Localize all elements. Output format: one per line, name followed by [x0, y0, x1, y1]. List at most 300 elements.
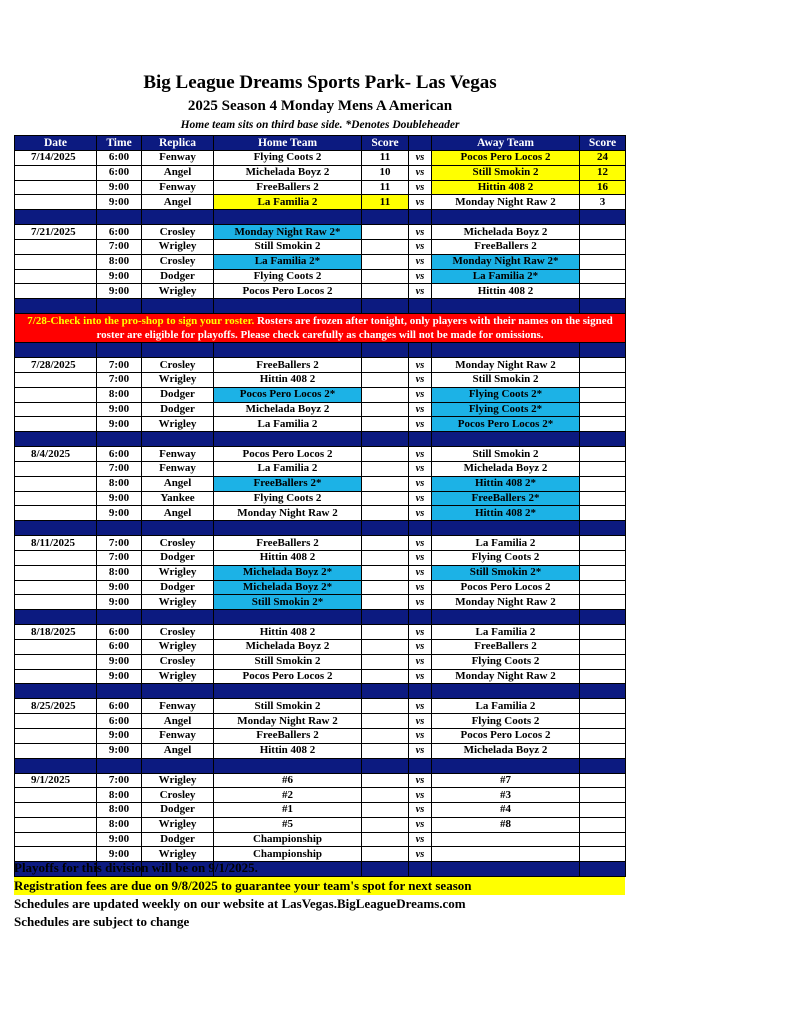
separator-cell: [214, 432, 362, 447]
separator-cell: [214, 684, 362, 699]
separator-cell: [432, 521, 580, 536]
vs-label: vs: [409, 773, 432, 788]
roster-notice-text: Rosters are frozen after tonight, only players with their names on the signed roster are eligible for playoffs. Please check carefully as changes will not be made for omissions.: [96, 315, 613, 342]
game-row: [15, 506, 626, 521]
game-date: 7/21/2025: [15, 225, 97, 240]
game-replica-field: Angel: [142, 476, 214, 491]
week-separator-row: [15, 210, 626, 225]
separator-cell: [97, 343, 142, 358]
vs-label: vs: [409, 654, 432, 669]
home-score: [362, 536, 409, 551]
vs-label: vs: [409, 788, 432, 803]
game-date: 8/18/2025: [15, 625, 97, 640]
separator-cell: [214, 758, 362, 773]
away-score: [580, 506, 626, 521]
separator-cell: [214, 210, 362, 225]
game-row: [15, 151, 626, 166]
home-score: [362, 239, 409, 254]
game-row: [15, 699, 626, 714]
separator-cell: [97, 684, 142, 699]
separator-cell: [409, 299, 432, 314]
home-team: #2: [214, 788, 362, 803]
game-row: [15, 817, 626, 832]
home-team: Flying Coots 2: [214, 151, 362, 166]
game-date: [15, 803, 97, 818]
home-score: [362, 803, 409, 818]
game-date: 7/14/2025: [15, 151, 97, 166]
separator-cell: [214, 343, 362, 358]
away-score: [580, 773, 626, 788]
separator-cell: [15, 610, 97, 625]
game-date: 8/4/2025: [15, 447, 97, 462]
game-date: [15, 269, 97, 284]
home-team: Still Smokin 2: [214, 239, 362, 254]
game-date: [15, 180, 97, 195]
page-subtitle: 2025 Season 4 Monday Mens A American: [187, 98, 453, 114]
separator-cell: [580, 610, 626, 625]
away-team: FreeBallers 2*: [432, 491, 580, 506]
game-date: 9/1/2025: [15, 773, 97, 788]
away-score: 12: [580, 165, 626, 180]
separator-cell: [97, 758, 142, 773]
registration-note: Registration fees are due on 9/8/2025 to guarantee your team's spot for next season: [14, 877, 625, 895]
vs-label: vs: [409, 402, 432, 417]
game-date: [15, 387, 97, 402]
away-team: Monday Night Raw 2: [432, 358, 580, 373]
away-score: [580, 565, 626, 580]
game-replica-field: Wrigley: [142, 417, 214, 432]
home-score: [362, 269, 409, 284]
separator-cell: [97, 610, 142, 625]
separator-cell: [214, 299, 362, 314]
game-date: [15, 550, 97, 565]
game-date: [15, 402, 97, 417]
game-date: [15, 743, 97, 758]
home-score: [362, 447, 409, 462]
away-team: Monday Night Raw 2: [432, 669, 580, 684]
home-team: Michelada Boyz 2*: [214, 565, 362, 580]
vs-label: vs: [409, 239, 432, 254]
home-team-note: Home team sits on third base side. *Denotes Doubleheader: [180, 119, 460, 131]
separator-cell: [15, 521, 97, 536]
home-score: [362, 699, 409, 714]
away-team: [432, 832, 580, 847]
game-replica-field: Fenway: [142, 447, 214, 462]
home-score: [362, 669, 409, 684]
home-score: [362, 550, 409, 565]
game-replica-field: Wrigley: [142, 669, 214, 684]
home-team: Championship: [214, 847, 362, 862]
game-time: 9:00: [97, 669, 142, 684]
away-team: Hittin 408 2*: [432, 476, 580, 491]
away-score: [580, 372, 626, 387]
game-replica-field: Crosley: [142, 225, 214, 240]
home-team: Hittin 408 2: [214, 625, 362, 640]
separator-cell: [409, 432, 432, 447]
game-replica-field: Angel: [142, 743, 214, 758]
game-time: 9:00: [97, 847, 142, 862]
home-team: Hittin 408 2: [214, 743, 362, 758]
vs-label: vs: [409, 847, 432, 862]
game-date: 8/11/2025: [15, 536, 97, 551]
away-score: [580, 225, 626, 240]
separator-cell: [142, 521, 214, 536]
game-row: [15, 625, 626, 640]
away-score: [580, 358, 626, 373]
game-time: 6:00: [97, 165, 142, 180]
game-date: [15, 832, 97, 847]
week-separator-row: [15, 432, 626, 447]
game-date: [15, 669, 97, 684]
game-date: [15, 580, 97, 595]
home-score: [362, 402, 409, 417]
away-team: Michelada Boyz 2: [432, 743, 580, 758]
vs-label: vs: [409, 550, 432, 565]
vs-label: vs: [409, 506, 432, 521]
game-row: [15, 654, 626, 669]
away-team: La Familia 2*: [432, 269, 580, 284]
game-time: 8:00: [97, 387, 142, 402]
game-row: [15, 195, 626, 210]
vs-label: vs: [409, 476, 432, 491]
away-team: #4: [432, 803, 580, 818]
game-date: [15, 639, 97, 654]
column-header-time: Time: [97, 136, 142, 151]
game-date: 8/25/2025: [15, 699, 97, 714]
home-team: La Familia 2: [214, 417, 362, 432]
game-row: [15, 225, 626, 240]
home-team: #1: [214, 803, 362, 818]
separator-cell: [362, 299, 409, 314]
game-date: [15, 461, 97, 476]
separator-cell: [432, 343, 580, 358]
vs-label: vs: [409, 417, 432, 432]
separator-cell: [580, 210, 626, 225]
away-score: [580, 803, 626, 818]
game-replica-field: Crosley: [142, 654, 214, 669]
separator-cell: [142, 432, 214, 447]
column-header-vs: [409, 136, 432, 151]
away-team: Hittin 408 2: [432, 180, 580, 195]
separator-cell: [97, 432, 142, 447]
game-date: [15, 239, 97, 254]
week-separator-row: [15, 343, 626, 358]
game-row: [15, 239, 626, 254]
game-date: [15, 195, 97, 210]
game-time: 6:00: [97, 447, 142, 462]
away-score: [580, 254, 626, 269]
home-score: [362, 639, 409, 654]
game-time: 7:00: [97, 372, 142, 387]
table-header-row: [15, 136, 626, 151]
separator-cell: [409, 758, 432, 773]
game-replica-field: Angel: [142, 506, 214, 521]
separator-cell: [580, 299, 626, 314]
game-row: [15, 461, 626, 476]
week-separator-row: [15, 521, 626, 536]
vs-label: vs: [409, 669, 432, 684]
home-score: [362, 565, 409, 580]
separator-cell: [580, 684, 626, 699]
separator-cell: [362, 432, 409, 447]
separator-cell: [97, 299, 142, 314]
separator-cell: [362, 521, 409, 536]
away-team: Flying Coots 2*: [432, 402, 580, 417]
game-replica-field: Crosley: [142, 536, 214, 551]
game-date: [15, 506, 97, 521]
separator-cell: [409, 521, 432, 536]
home-team: FreeBallers 2: [214, 728, 362, 743]
away-score: [580, 817, 626, 832]
home-score: [362, 728, 409, 743]
separator-cell: [15, 343, 97, 358]
away-score: [580, 387, 626, 402]
home-team: Monday Night Raw 2: [214, 714, 362, 729]
schedule-table: [14, 135, 626, 877]
vs-label: vs: [409, 225, 432, 240]
game-time: 6:00: [97, 639, 142, 654]
away-score: [580, 491, 626, 506]
away-score: [580, 417, 626, 432]
away-team: Flying Coots 2: [432, 714, 580, 729]
game-row: [15, 254, 626, 269]
game-date: [15, 491, 97, 506]
away-team: Still Smokin 2: [432, 447, 580, 462]
vs-label: vs: [409, 195, 432, 210]
game-time: 6:00: [97, 699, 142, 714]
game-date: [15, 284, 97, 299]
game-row: [15, 269, 626, 284]
separator-cell: [362, 210, 409, 225]
away-team: Monday Night Raw 2: [432, 195, 580, 210]
game-time: 9:00: [97, 595, 142, 610]
home-score: [362, 284, 409, 299]
away-team: FreeBallers 2: [432, 639, 580, 654]
game-replica-field: Angel: [142, 165, 214, 180]
column-header-date: Date: [15, 136, 97, 151]
game-date: [15, 165, 97, 180]
away-score: [580, 550, 626, 565]
game-replica-field: Fenway: [142, 180, 214, 195]
away-team: La Familia 2: [432, 625, 580, 640]
game-row: [15, 476, 626, 491]
away-team: Michelada Boyz 2: [432, 225, 580, 240]
separator-cell: [15, 684, 97, 699]
home-team: Pocos Pero Locos 2: [214, 284, 362, 299]
away-team: Monday Night Raw 2*: [432, 254, 580, 269]
game-replica-field: Wrigley: [142, 284, 214, 299]
away-team: FreeBallers 2: [432, 239, 580, 254]
separator-cell: [580, 521, 626, 536]
separator-cell: [142, 210, 214, 225]
separator-cell: [409, 684, 432, 699]
away-team: Hittin 408 2: [432, 284, 580, 299]
game-time: 7:00: [97, 358, 142, 373]
separator-cell: [214, 521, 362, 536]
game-date: [15, 728, 97, 743]
away-team: #3: [432, 788, 580, 803]
vs-label: vs: [409, 625, 432, 640]
game-row: [15, 743, 626, 758]
game-row: [15, 447, 626, 462]
game-row: [15, 803, 626, 818]
separator-cell: [432, 432, 580, 447]
vs-label: vs: [409, 372, 432, 387]
away-score: [580, 595, 626, 610]
separator-cell: [142, 343, 214, 358]
separator-cell: [432, 610, 580, 625]
game-date: [15, 817, 97, 832]
home-score: [362, 625, 409, 640]
game-row: [15, 669, 626, 684]
home-score: [362, 773, 409, 788]
separator-cell: [97, 210, 142, 225]
vs-label: vs: [409, 639, 432, 654]
game-replica-field: Yankee: [142, 491, 214, 506]
home-team: La Familia 2*: [214, 254, 362, 269]
game-row: [15, 639, 626, 654]
game-time: 7:00: [97, 536, 142, 551]
game-date: [15, 476, 97, 491]
separator-cell: [409, 862, 432, 877]
home-score: [362, 417, 409, 432]
separator-cell: [362, 343, 409, 358]
game-row: [15, 580, 626, 595]
home-score: [362, 254, 409, 269]
game-replica-field: Fenway: [142, 151, 214, 166]
game-time: 9:00: [97, 402, 142, 417]
game-replica-field: Wrigley: [142, 847, 214, 862]
schedule-body: [15, 151, 626, 877]
game-time: 9:00: [97, 580, 142, 595]
home-score: [362, 506, 409, 521]
column-header-away-score: Score: [580, 136, 626, 151]
away-score: 24: [580, 151, 626, 166]
home-team: Pocos Pero Locos 2: [214, 447, 362, 462]
vs-label: vs: [409, 461, 432, 476]
game-replica-field: Wrigley: [142, 817, 214, 832]
game-replica-field: Dodger: [142, 402, 214, 417]
game-replica-field: Fenway: [142, 728, 214, 743]
separator-cell: [362, 758, 409, 773]
game-date: [15, 565, 97, 580]
game-time: 8:00: [97, 565, 142, 580]
home-team: Michelada Boyz 2*: [214, 580, 362, 595]
home-team: Flying Coots 2: [214, 269, 362, 284]
home-score: [362, 580, 409, 595]
game-date: [15, 254, 97, 269]
separator-cell: [409, 343, 432, 358]
separator-cell: [409, 210, 432, 225]
away-score: [580, 239, 626, 254]
week-separator-row: [15, 684, 626, 699]
game-replica-field: Wrigley: [142, 639, 214, 654]
separator-cell: [409, 610, 432, 625]
disclaimer-note: Schedules are subject to change: [14, 914, 190, 929]
game-replica-field: Wrigley: [142, 372, 214, 387]
game-replica-field: Crosley: [142, 254, 214, 269]
playoffs-note: Playoffs for this division will be on 9/1/2025.: [14, 860, 258, 875]
game-time: 9:00: [97, 654, 142, 669]
away-team: Pocos Pero Locos 2: [432, 151, 580, 166]
vs-label: vs: [409, 832, 432, 847]
away-team: #8: [432, 817, 580, 832]
vs-label: vs: [409, 595, 432, 610]
vs-label: vs: [409, 254, 432, 269]
away-team: [432, 847, 580, 862]
roster-notice: [15, 314, 626, 343]
home-score: [362, 788, 409, 803]
game-time: 8:00: [97, 803, 142, 818]
vs-label: vs: [409, 387, 432, 402]
vs-label: vs: [409, 728, 432, 743]
vs-label: vs: [409, 447, 432, 462]
home-score: [362, 847, 409, 862]
separator-cell: [432, 299, 580, 314]
game-row: [15, 402, 626, 417]
vs-label: vs: [409, 714, 432, 729]
game-time: 7:00: [97, 773, 142, 788]
website-note: Schedules are updated weekly on our website at LasVegas.BigLeagueDreams.com: [14, 896, 466, 911]
away-team: Still Smokin 2: [432, 165, 580, 180]
game-replica-field: Crosley: [142, 625, 214, 640]
game-row: [15, 417, 626, 432]
separator-cell: [432, 862, 580, 877]
home-score: 11: [362, 195, 409, 210]
game-row: [15, 387, 626, 402]
home-team: La Familia 2: [214, 461, 362, 476]
away-score: [580, 654, 626, 669]
game-row: [15, 728, 626, 743]
home-team: Monday Night Raw 2*: [214, 225, 362, 240]
home-score: [362, 358, 409, 373]
vs-label: vs: [409, 269, 432, 284]
home-team: Pocos Pero Locos 2*: [214, 387, 362, 402]
game-date: [15, 417, 97, 432]
away-team: Pocos Pero Locos 2: [432, 580, 580, 595]
column-header-away-team: Away Team: [432, 136, 580, 151]
column-header-home-team: Home Team: [214, 136, 362, 151]
game-replica-field: Crosley: [142, 358, 214, 373]
game-row: [15, 165, 626, 180]
away-score: [580, 580, 626, 595]
game-replica-field: Dodger: [142, 387, 214, 402]
home-team: Michelada Boyz 2: [214, 639, 362, 654]
week-separator-row: [15, 610, 626, 625]
game-time: 9:00: [97, 832, 142, 847]
separator-cell: [580, 862, 626, 877]
game-replica-field: Dodger: [142, 550, 214, 565]
page-title: Big League Dreams Sports Park- Las Vegas: [143, 72, 497, 93]
game-replica-field: Dodger: [142, 803, 214, 818]
separator-cell: [142, 684, 214, 699]
game-time: 9:00: [97, 284, 142, 299]
home-team: Hittin 408 2: [214, 372, 362, 387]
game-replica-field: Fenway: [142, 461, 214, 476]
vs-label: vs: [409, 699, 432, 714]
separator-cell: [142, 758, 214, 773]
separator-cell: [15, 299, 97, 314]
separator-cell: [97, 521, 142, 536]
home-score: [362, 461, 409, 476]
game-replica-field: Wrigley: [142, 595, 214, 610]
home-score: [362, 595, 409, 610]
game-time: 9:00: [97, 506, 142, 521]
home-team: Pocos Pero Locos 2: [214, 669, 362, 684]
away-team: Still Smokin 2: [432, 372, 580, 387]
home-team: Championship: [214, 832, 362, 847]
home-score: 11: [362, 180, 409, 195]
